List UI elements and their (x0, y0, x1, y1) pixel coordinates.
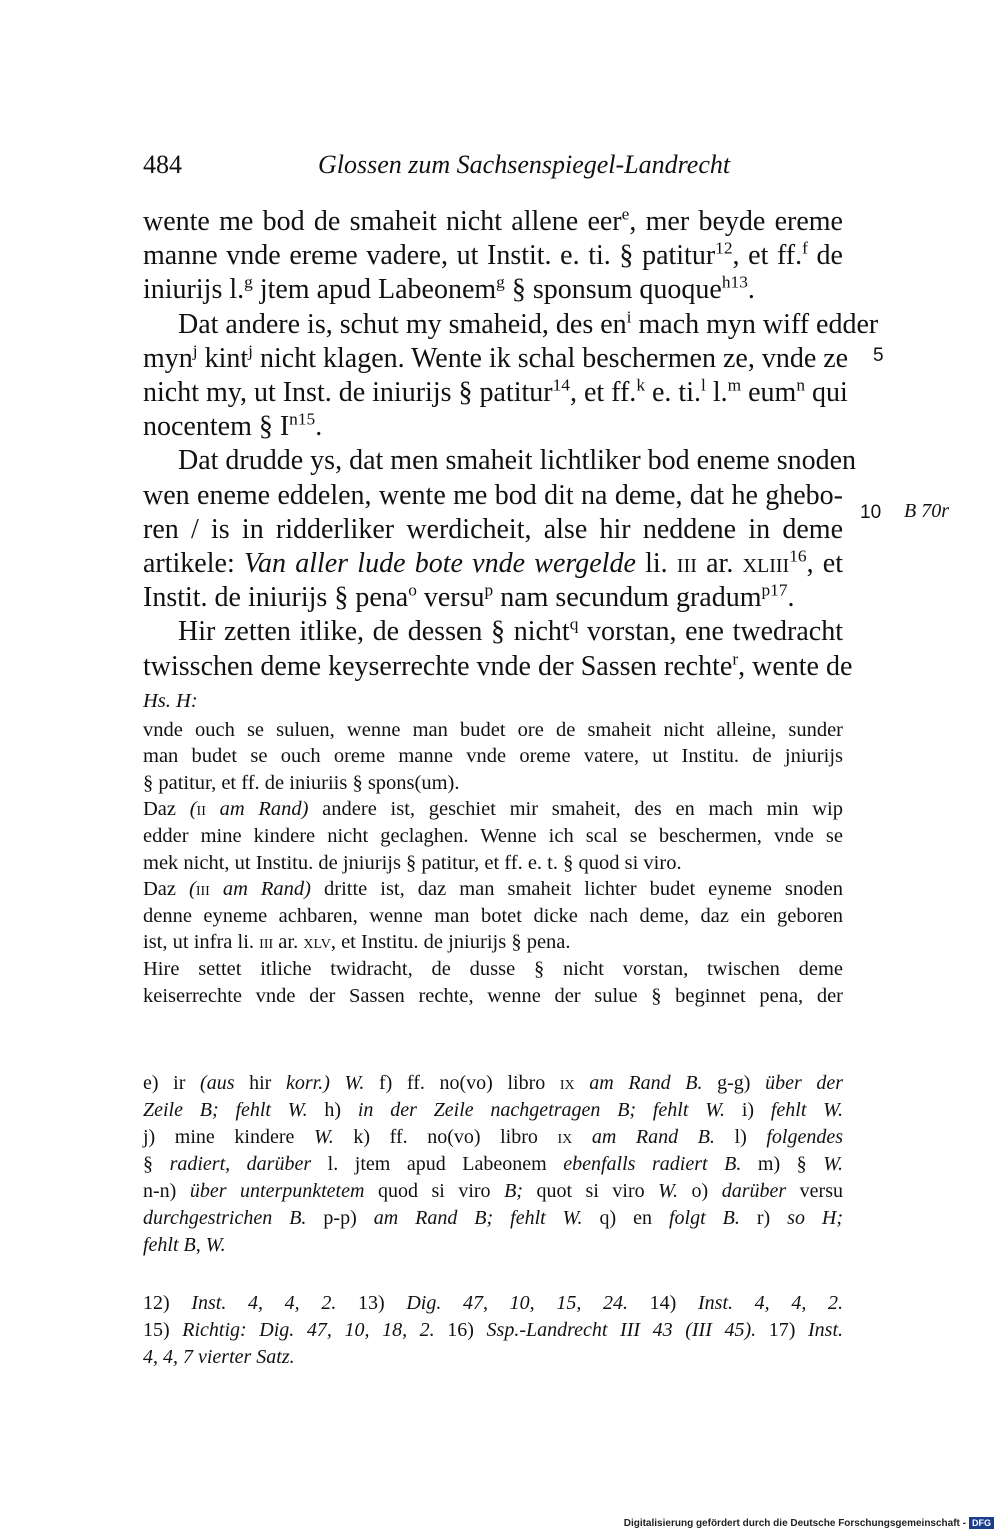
text-line: Instit. de iniurijs § pena$^o$ versu$^p$ nam secundum gradum$^{p17}$. (143, 580, 795, 614)
source-references (143, 1290, 843, 1371)
paragraph-4 (143, 615, 853, 683)
hs-line: vnde ouch se suluen, wenne man budet ore de smaheit nicht alleine, sunder (143, 718, 843, 741)
text-line: manne vnde ereme vadere, ut Instit. e. ti. § patitur$^{12}$, et ff.$^f$ de (143, 238, 843, 272)
text-line: Hir zetten itlike, de dessen § nicht$^q$ vorstan, ene twedracht (178, 615, 843, 648)
hs-line: ist, ut infra li. iii ar. xlv, et Institu. de jniurijs § pena. (143, 931, 571, 954)
hs-line: Daz (iii am Rand) dritte ist, daz man smaheit lichter budet eyneme snoden (143, 878, 843, 901)
paragraph-2 (143, 307, 879, 445)
note-line: § radiert, darüber l. jtem apud Labeonem ebenfalls radiert B. m) § W. (143, 1153, 844, 1175)
text-line: Dat andere is, schut my smaheid, des $en^i$ mach myn wiff edder (178, 307, 879, 340)
paragraph-1 (143, 205, 843, 308)
hs-line: keiserrechte vnde der Sassen rechte, wenne der sulue § beginnet pena, der (143, 984, 843, 1007)
ref-line: 15) Richtig: Dig. 47, 10, 18, 2. 16) Ssp.-Landrecht III 43 (III 45). 17) Inst. (143, 1319, 844, 1341)
note-line: durchgestrichen B. p-p) am Rand B; fehlt W. q) en folgt B. r) so H; (143, 1207, 844, 1229)
text-line: myn$^j$ kint$^j$ nicht klagen. Wente ik schal beschermen ze, vnde ze (143, 341, 849, 374)
hs-line: § patitur, et ff. de iniuriis § spons(um). (143, 771, 460, 794)
ref-line: 4, 4, 7 vierter Satz. (143, 1346, 295, 1368)
note-line: e) ir (aus hir korr.) W. f) ff. no(vo) libro ix am Rand B. g-g) über der (143, 1072, 844, 1094)
paragraph-3 (143, 444, 857, 615)
text-line: ren / is in ridderliker werdicheit, alse hir neddene in deme (143, 513, 843, 545)
hs-line: Daz (ii am Rand) andere ist, geschiet mir smaheit, des en mach min wip (143, 798, 843, 821)
funding-footer (624, 1517, 994, 1529)
note-line: fehlt B, W. (143, 1234, 226, 1256)
running-title: Glossen zum Sachsenspiegel-Landrecht (318, 150, 731, 179)
hs-line: edder mine kindere nicht geclaghen. Wenne ich scal se beschermen, vnde se (143, 824, 843, 847)
text-line: nocentem § $I^{n15}$. (143, 409, 323, 443)
text-line: artikele: Van aller lude bote vnde wergelde li. iii ar. xliii$^{16}$, et (143, 546, 843, 580)
page-number: 484 (143, 150, 182, 179)
line-number-10: 10 (860, 502, 882, 523)
text-line: wente me bod de smaheit nicht allene eer$^e$, mer beyde ereme (143, 204, 843, 237)
text-line: twisschen deme keyserrechte vnde der Sassen rechte$^r$, wente de (143, 649, 853, 682)
note-line: n-n) über unterpunktetem quod si viro B; quot si viro W. o) darüber versu (143, 1180, 843, 1202)
manuscript-h-variant (143, 688, 843, 1009)
footer-text: Digitalisierung gefördert durch die Deutsche Forschungsgemeinschaft - (623, 1517, 966, 1529)
line-number-5: 5 (873, 345, 884, 366)
note-line: Zeile B; fehlt W. h) in der Zeile nachgetragen B; fehlt W. i) fehlt W. (143, 1099, 844, 1121)
apparatus-notes (143, 1070, 843, 1259)
dfg-logo-icon: DFG (969, 1517, 994, 1529)
text-line: wen eneme eddelen, wente me bod dit na deme, dat he ghebo- (143, 479, 843, 511)
text-line: nicht my, ut Inst. de iniurijs § patitur$^{14}$, et ff.$^k$ e. ti.$^l$ l.$^m$ eum$^n$ qui (143, 375, 848, 409)
hs-line: Hire settet itliche twidracht, de dusse § nicht vorstan, twischen deme (143, 957, 843, 980)
folio-marker: B 70r (904, 500, 949, 522)
text-line: iniurijs l.$^g$ jtem apud Labeonem$^g$ § sponsum quoque$^{h13}$. (143, 273, 755, 306)
hs-line: man budet se ouch oreme manne vnde oreme vatere, ut Institu. de jniurijs (143, 745, 843, 768)
hs-line: denne eyneme achbaren, wenne man botet dicke nach deme, daz ein geboren (143, 904, 843, 927)
note-line: j) mine kindere W. k) ff. no(vo) libro ix am Rand B. l) folgendes (143, 1126, 843, 1148)
ref-line: 12) Inst. 4, 4, 2. 13) Dig. 47, 10, 15, 24. 14) Inst. 4, 4, 2. (143, 1292, 843, 1314)
hs-label: Hs. H: (143, 690, 198, 712)
text-line: Dat drudde ys, dat men smaheit lichtliker bod eneme snoden (178, 445, 857, 477)
hs-line: mek nicht, ut Institu. de jniurijs § patitur, et ff. e. t. § quod si viro. (143, 851, 682, 874)
